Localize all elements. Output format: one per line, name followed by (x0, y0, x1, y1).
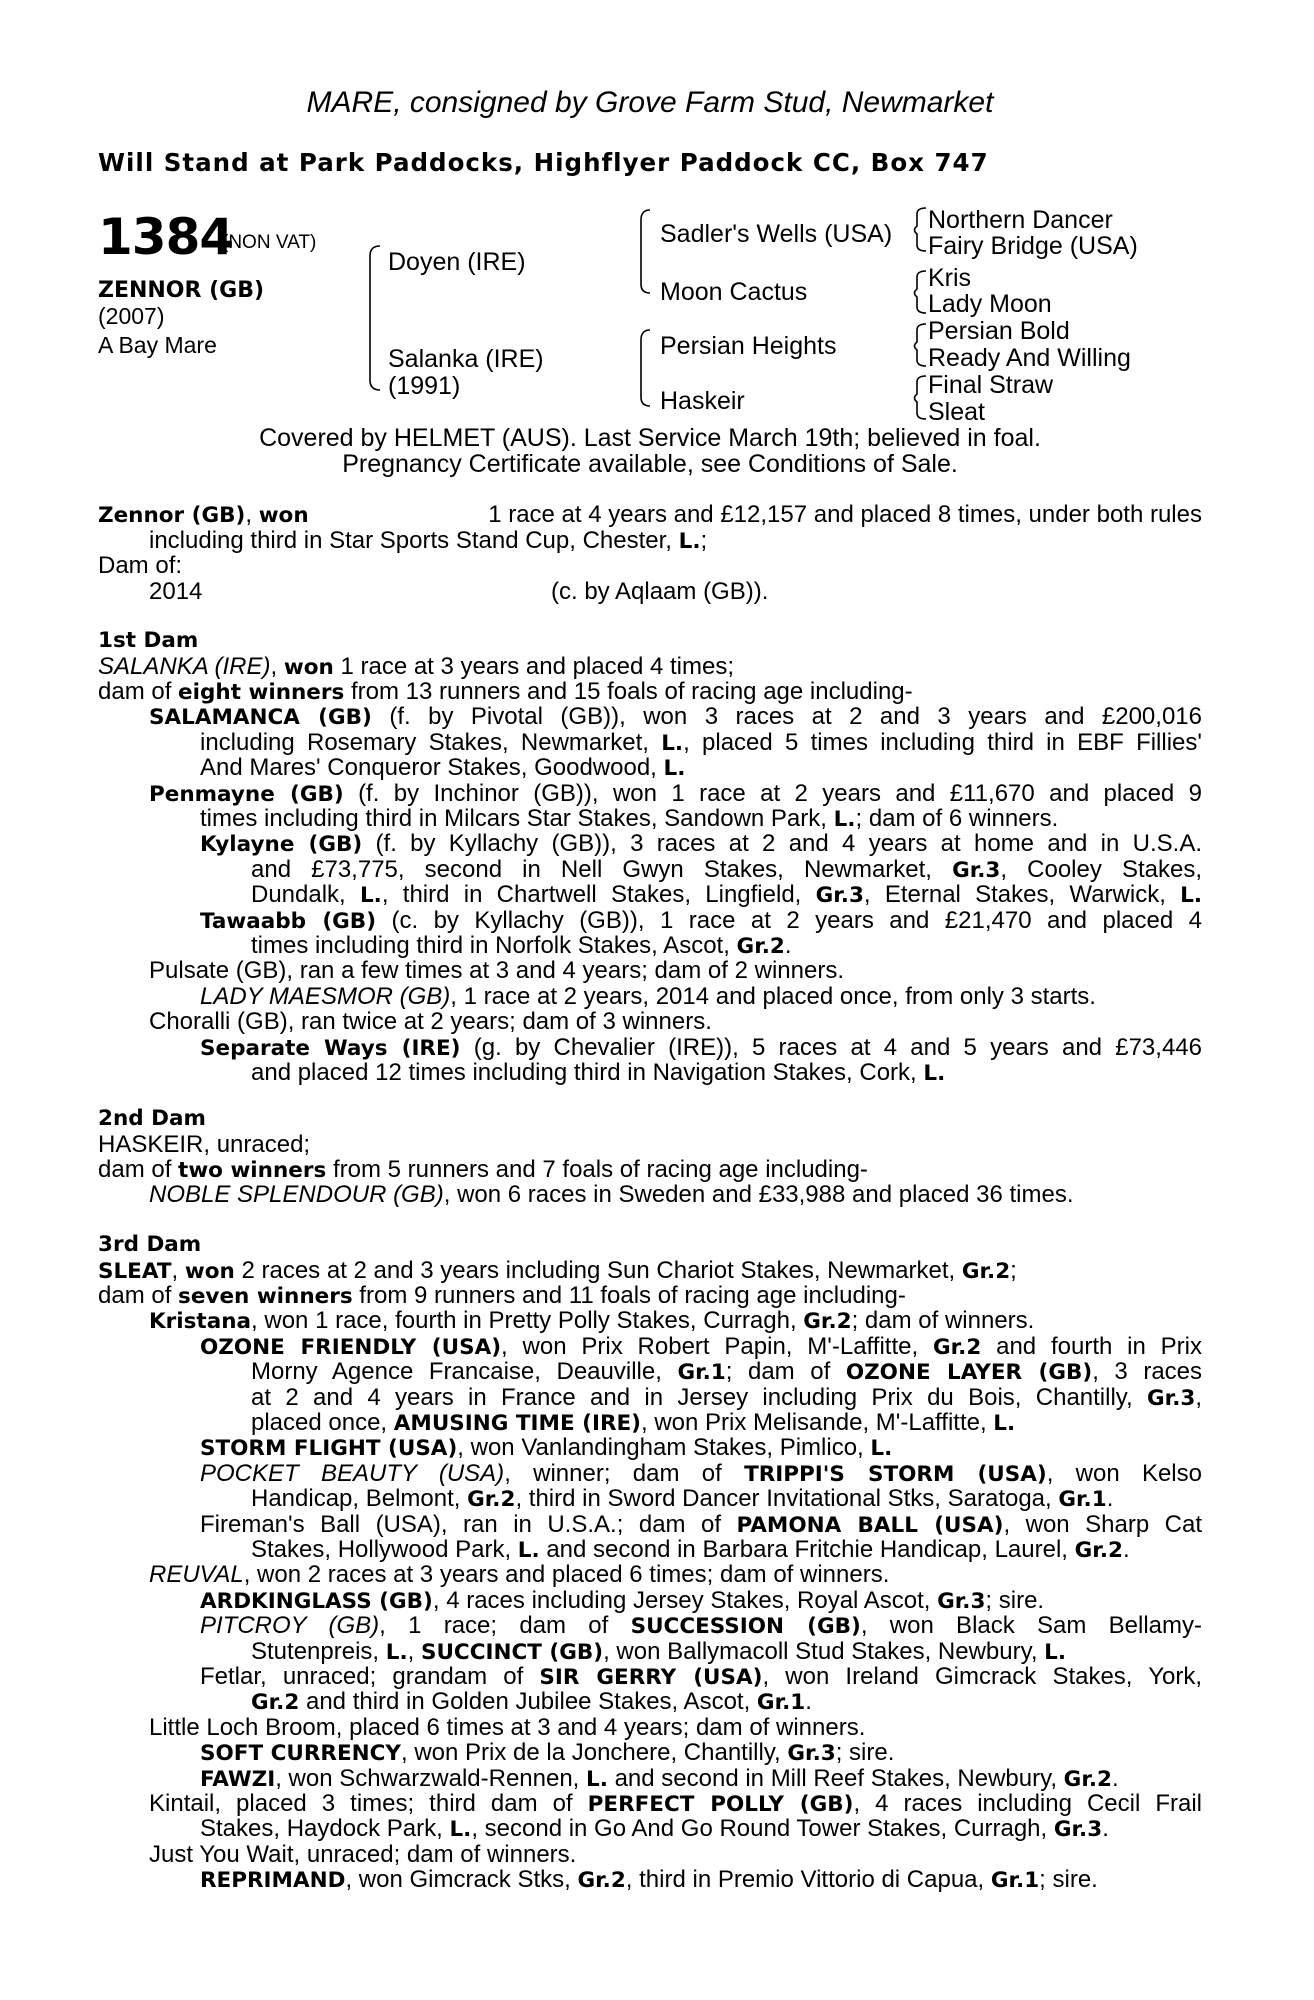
text-run: , 4 races including Jersey Stakes, Royal Ascot, (432, 1586, 938, 1614)
dam1-line (200, 984, 1096, 1010)
text-run: , second in Go And Go Round Tower Stakes, Curragh, (471, 1815, 1054, 1843)
text-run: . (1111, 1764, 1119, 1792)
dam3-line (200, 1664, 1202, 1689)
bold-text: two winners (178, 1157, 327, 1183)
text-run: including Rosemary Stakes, Newmarket, (200, 729, 662, 756)
bold-text: Gr.1 (1058, 1487, 1107, 1513)
text-run: , won 2 races at 3 years and placed 6 times; dam of winners. (243, 1561, 890, 1589)
dam3-line (149, 1308, 1034, 1335)
pedigree-dam-dam: Haskeir (660, 387, 745, 415)
dam3-line (200, 1613, 1202, 1638)
text-run: and fourth in Prix (981, 1333, 1202, 1360)
bold-text: STORM FLIGHT (USA) (200, 1436, 458, 1462)
stand-location: Will Stand at Park Paddocks, Highflyer Paddock CC, Box 747 (98, 148, 989, 177)
text-run: dam of (98, 1281, 179, 1309)
third-dam-heading: 3rd Dam (98, 1232, 202, 1257)
dam3-line (149, 1715, 865, 1741)
text-run: ; sire. (985, 1586, 1045, 1614)
text-run: , won Schwarzwald-Rennen, (275, 1764, 587, 1792)
pedigree-dam-sire: Persian Heights (660, 332, 837, 360)
bold-text: Gr.3 (787, 1741, 836, 1767)
text-run: . (1102, 1815, 1109, 1843)
bold-text: SIR GERRY (USA) (539, 1664, 763, 1690)
pedigree-dam: Salanka (IRE) (388, 345, 544, 373)
text-run: And Mares' Conqueror Stakes, Goodwood, (200, 754, 664, 782)
text-run: . (784, 931, 792, 959)
pregnancy-info: Pregnancy Certificate available, see Conditions of Sale. (342, 450, 958, 478)
pedigree-dam-year: (1991) (388, 372, 461, 400)
italic-name: PITCROY (GB) (200, 1613, 380, 1639)
text-run: , won Prix de la Jonchere, Chantilly, (400, 1739, 788, 1767)
text-run: Choralli (GB), ran twice at 2 years; dam of 3 winners. (149, 1008, 712, 1036)
dam3-line (251, 1689, 812, 1716)
bold-text: Gr.2 (1063, 1766, 1112, 1792)
text-run: dam of (98, 1155, 179, 1183)
text-run: , third in Sword Dancer Invitational Stks, Saratoga, (515, 1485, 1059, 1513)
pedigree-dds: Final Straw (928, 371, 1054, 399)
dam1-line (149, 704, 1202, 729)
dam1-line (149, 781, 1202, 806)
lot-number: 1384 (98, 208, 234, 266)
bold-text: SUCCINCT (GB) (420, 1639, 604, 1665)
bold-text: OZONE FRIENDLY (USA) (200, 1334, 502, 1360)
text-run: , 4 races including Cecil Frail (853, 1790, 1202, 1817)
text-run: and placed 12 times including third in Navigation Stakes, Cork, (251, 1058, 924, 1086)
text-run: Stutenpreis, (251, 1637, 386, 1665)
pedigree-dss: Persian Bold (928, 317, 1070, 345)
text-run: , won Sharp Cat (1003, 1511, 1202, 1537)
text-run: , 1 race at 2 years, 2014 and placed once, from only 3 starts. (450, 982, 1096, 1010)
bold-text: L. (663, 756, 686, 782)
bold-text: L. (661, 730, 684, 756)
bold-text: L. (833, 806, 856, 832)
bold-text: Gr.1 (677, 1360, 726, 1385)
dam3-line (251, 1359, 1202, 1384)
brace-ss (915, 208, 927, 251)
italic-name: SALANKA (IRE) (98, 652, 271, 680)
dam1-line (98, 654, 734, 681)
dam1-line (251, 933, 792, 960)
text-run: , (1195, 1384, 1202, 1410)
bold-text: L. (870, 1436, 893, 1462)
text-run: Pulsate (GB), ran a few times at 3 and 4 years; dam of 2 winners. (149, 957, 844, 985)
bold-text: ARDKINGLASS (GB) (200, 1588, 433, 1614)
text-run: Fetlar, unraced; grandam of (200, 1663, 540, 1690)
text-run: , won 1 race, fourth in Pretty Polly Stakes, Curragh, (251, 1307, 804, 1335)
text-run: ; sire. (1039, 1866, 1098, 1894)
text-run: (f. by Inchinor (GB)), won 1 race at 2 years and £11,670 and placed 9 (343, 780, 1202, 806)
text-run: at 2 and 4 years in France and in Jersey including Prix du Bois, Chantilly, (251, 1384, 1148, 1410)
dam1-line (200, 831, 1202, 856)
dam3-line (200, 1588, 1044, 1615)
text-run: Little Loch Broom, placed 6 times at 3 and 4 years; dam of winners. (149, 1713, 866, 1741)
bold-text: won (283, 654, 334, 680)
text-run: , won Ballymacoll Stud Stakes, Newbury, (603, 1637, 1045, 1665)
dam1-line (200, 730, 1202, 755)
bold-text: eight winners (178, 679, 345, 705)
intro-semicolon: ; (700, 527, 708, 554)
text-run: from 5 runners and 7 foals of racing age including- (326, 1155, 868, 1183)
bold-text: PAMONA BALL (USA) (736, 1512, 1004, 1537)
bold-text: SALAMANCA (GB) (149, 705, 372, 730)
produce-details: (c. by Aqlaam (GB)). (551, 578, 769, 605)
bold-text: Gr.2 (1074, 1537, 1123, 1563)
covered-info: Covered by HELMET (AUS). Last Service March 19th; believed in foal. (259, 424, 1041, 452)
dam1-line (149, 958, 844, 984)
intro-grade: L. (678, 529, 701, 554)
bold-text: Penmayne (GB) (149, 781, 344, 806)
bold-text: L. (923, 1060, 946, 1086)
dam1-line (251, 857, 1202, 882)
intro-sep: , (245, 501, 259, 528)
bold-text: PERFECT POLLY (GB) (587, 1791, 854, 1817)
text-run: times including third in Norfolk Stakes, Ascot, (251, 931, 737, 959)
dam1-line (200, 1035, 1202, 1060)
vat-status: (NON VAT) (222, 232, 317, 253)
intro-record: 1 race at 4 years and £12,157 and placed 8 times, under both rules (488, 501, 1202, 528)
text-run: 1 race at 3 years and placed 4 times; (333, 652, 735, 680)
text-run: and second in Mill Reef Stakes, Newbury, (607, 1764, 1064, 1792)
pedigree-sdd: Lady Moon (928, 290, 1052, 318)
bold-text: Separate Ways (IRE) (200, 1035, 461, 1060)
text-run: , won Black Sam Bellamy- (860, 1613, 1202, 1639)
brace-sd (915, 271, 927, 313)
consignor-title: MARE, consigned by Grove Farm Stud, Newmarket (306, 86, 994, 119)
dam2-line (98, 1132, 310, 1158)
dam1-line (98, 679, 913, 706)
text-run: times including third in Milcars Star Stakes, Sandown Park, (200, 804, 834, 832)
italic-name: POCKET BEAUTY (USA) (200, 1460, 505, 1487)
intro-race: including third in Star Sports Stand Cup, Chester, (149, 527, 679, 554)
text-run: ; (1010, 1256, 1017, 1284)
text-run: Dundalk, (251, 882, 360, 908)
bold-text: Tawaabb (GB) (200, 908, 377, 933)
text-run: , third in Premio Vittorio di Capua, (625, 1866, 991, 1894)
dam3-line (98, 1283, 906, 1310)
text-run: and second in Barbara Fritchie Handicap, Laurel, (539, 1535, 1075, 1563)
dam3-line (149, 1562, 889, 1588)
first-dam-heading: 1st Dam (98, 628, 199, 653)
text-run: . (1106, 1485, 1114, 1513)
second-dam-heading: 2nd Dam (98, 1106, 206, 1131)
bold-text: Gr.3 (815, 883, 864, 908)
bold-text: L. (993, 1410, 1016, 1436)
bold-text: Gr.2 (803, 1309, 852, 1335)
bold-text: seven winners (178, 1283, 353, 1309)
text-run: , Cooley Stakes, (1000, 856, 1202, 883)
bold-text: SUCCESSION (GB) (630, 1614, 861, 1639)
bold-text: L. (449, 1817, 472, 1843)
text-run: (g. by Chevalier (IRE)), 5 races at 4 and 5 years and £73,446 (460, 1034, 1202, 1060)
dam3-line (251, 1385, 1202, 1410)
bold-text: Gr.3 (952, 857, 1001, 883)
text-run: placed once, (251, 1408, 394, 1436)
text-run: , 3 races (1092, 1359, 1202, 1385)
text-run: HASKEIR, unraced; (98, 1130, 311, 1158)
text-run: from 13 runners and 15 foals of racing age including- (344, 677, 913, 705)
dam1-line (200, 755, 685, 782)
dam3-line (251, 1486, 1113, 1513)
bold-text: Gr.3 (1053, 1817, 1103, 1843)
text-run: , (407, 1637, 421, 1665)
bold-text: L. (586, 1766, 608, 1792)
text-run: , third in Chartwell Stakes, Lingfield, (381, 882, 816, 908)
text-run: , placed 5 times including third in EBF Fillies' (683, 729, 1202, 756)
text-run: , winner; dam of (504, 1460, 745, 1487)
pedigree-ddd: Sleat (928, 398, 985, 426)
text-run: ; sire. (835, 1739, 895, 1767)
pedigree-sss: Northern Dancer (928, 206, 1113, 234)
text-run: , won Ireland Gimcrack Stakes, York, (762, 1663, 1202, 1690)
dam1-line (200, 806, 1058, 833)
bold-text: Gr.2 (961, 1258, 1011, 1284)
horse-name: ZENNOR (GB) (98, 278, 265, 303)
text-run: from 9 runners and 11 foals of racing age including- (352, 1281, 906, 1309)
bold-text: Gr.1 (756, 1690, 806, 1716)
text-run: (f. by Pivotal (GB)), won 3 races at 2 and 3 years and £200,016 (371, 704, 1202, 730)
pedigree-dsd: Ready And Willing (928, 344, 1131, 372)
produce-year: 2014 (149, 578, 203, 605)
intro-line-1 (98, 502, 1202, 529)
text-run: , won Vanlandingham Stakes, Pimlico, (457, 1434, 871, 1462)
dam2-line (98, 1157, 868, 1184)
pedigree-sire-sire: Sadler's Wells (USA) (660, 220, 893, 248)
dam1-line (149, 1009, 712, 1035)
dam3-line (251, 1537, 1130, 1564)
text-run: Just You Wait, unraced; dam of winners. (149, 1840, 577, 1868)
bold-text: AMUSING TIME (IRE) (393, 1410, 642, 1436)
dam3-line (200, 1816, 1109, 1843)
horse-description: A Bay Mare (98, 332, 217, 358)
dam1-line (200, 908, 1202, 933)
text-run: Stakes, Hollywood Park, (251, 1535, 518, 1563)
dam3-line (200, 1461, 1202, 1486)
italic-name: NOBLE SPLENDOUR (GB) (149, 1181, 444, 1209)
brace-gen1 (370, 246, 380, 390)
bold-text: L. (385, 1639, 408, 1665)
bold-text: SOFT CURRENCY (200, 1741, 401, 1767)
text-run: Stakes, Haydock Park, (200, 1815, 450, 1843)
bold-text: Kylayne (GB) (200, 832, 363, 857)
bold-text: OZONE LAYER (GB) (845, 1360, 1093, 1385)
text-run: 2 races at 2 and 3 years including Sun Chariot Stakes, Newmarket, (234, 1256, 962, 1284)
text-run: , won Prix Robert Papin, M'-Laffitte, (501, 1333, 933, 1360)
text-run: . (1122, 1535, 1130, 1563)
text-run: dam of (98, 677, 179, 705)
horse-foaling-year: (2007) (98, 303, 165, 329)
bold-text: Gr.2 (251, 1690, 300, 1716)
pedigree-sire-dam: Moon Cactus (660, 278, 808, 306)
text-run: ; dam of winners. (851, 1307, 1035, 1335)
dam3-line (149, 1791, 1202, 1816)
text-run: , won Prix Melisande, M'-Laffitte, (641, 1408, 994, 1436)
text-run: and £73,775, second in Nell Gwyn Stakes, Newmarket, (251, 856, 953, 883)
text-run: , Eternal Stakes, Warwick, (863, 882, 1181, 908)
dam3-line (200, 1766, 1119, 1793)
text-run: (c. by Kyllachy (GB)), 1 race at 2 years and £21,470 and placed 4 (376, 907, 1202, 933)
text-run: , won 6 races in Sweden and £33,988 and placed 36 times. (443, 1181, 1074, 1209)
bold-text: TRIPPI'S STORM (USA) (744, 1461, 1047, 1487)
brace-ds (915, 324, 927, 366)
brace-dam (641, 330, 650, 406)
text-run: , (270, 652, 284, 680)
brace-dd (915, 376, 927, 419)
text-run: Morny Agence Francaise, Deauville, (251, 1359, 678, 1385)
text-run: Fireman's Ball (USA), ran in U.S.A.; dam of (200, 1511, 737, 1537)
text-run: , won Kelso (1046, 1460, 1202, 1487)
bold-text: Gr.1 (990, 1868, 1040, 1894)
bold-text: REPRIMAND (200, 1868, 346, 1894)
text-run: . (805, 1688, 812, 1716)
dam3-line (200, 1740, 894, 1767)
dam3-line (200, 1334, 1202, 1359)
won-label: won (258, 503, 309, 528)
text-run: and third in Golden Jubilee Stakes, Ascot, (299, 1688, 757, 1716)
bold-text: SLEAT (98, 1258, 172, 1284)
pedigree-ssd: Fairy Bridge (USA) (928, 232, 1138, 260)
italic-name: LADY MAESMOR (GB) (200, 982, 451, 1010)
dam1-line (251, 882, 1202, 907)
dam3-line (98, 1258, 1017, 1285)
bold-text: Gr.2 (577, 1868, 626, 1894)
bold-text: L. (359, 883, 382, 908)
bold-text: Kristana (149, 1309, 252, 1335)
dam3-line (200, 1435, 892, 1462)
bold-text: L. (1044, 1639, 1067, 1665)
bold-text: Gr.2 (736, 933, 785, 959)
bold-text: Gr.3 (1147, 1385, 1196, 1410)
pedigree-sire: Doyen (IRE) (388, 248, 526, 276)
dam-of-label: Dam of: (98, 552, 183, 579)
dam3-line (200, 1867, 1098, 1894)
dam1-line (251, 1060, 945, 1087)
bold-text: FAWZI (200, 1766, 276, 1792)
intro-line-2 (149, 528, 707, 555)
text-run: , 1 race; dam of (379, 1613, 631, 1639)
bold-text: Gr.2 (932, 1334, 982, 1360)
horse-name-bold: Zennor (GB) (98, 503, 246, 528)
brace-sire (641, 210, 650, 293)
dam2-line (149, 1182, 1074, 1208)
bold-text: Gr.3 (937, 1588, 986, 1614)
text-run: Handicap, Belmont, (251, 1485, 468, 1513)
bold-text: won (184, 1258, 235, 1284)
text-run: ; dam of (725, 1359, 846, 1385)
dam3-line (149, 1842, 576, 1868)
dam3-line (251, 1639, 1066, 1666)
bold-text: Gr.2 (467, 1487, 516, 1513)
text-run: ; dam of 6 winners. (855, 804, 1059, 832)
text-run: Kintail, placed 3 times; third dam of (149, 1790, 588, 1817)
dam3-line (251, 1410, 1015, 1437)
pedigree-sds: Kris (928, 264, 972, 292)
text-run: , won Gimcrack Stks, (345, 1866, 578, 1894)
italic-name: REUVAL (149, 1561, 244, 1589)
text-run: (f. by Kyllachy (GB)), 3 races at 2 and 4 years at home and in U.S.A. (362, 831, 1202, 857)
bold-text: L. (1180, 883, 1202, 908)
dam3-line (200, 1512, 1202, 1537)
bold-text: L. (517, 1537, 540, 1563)
text-run: , (171, 1256, 185, 1284)
